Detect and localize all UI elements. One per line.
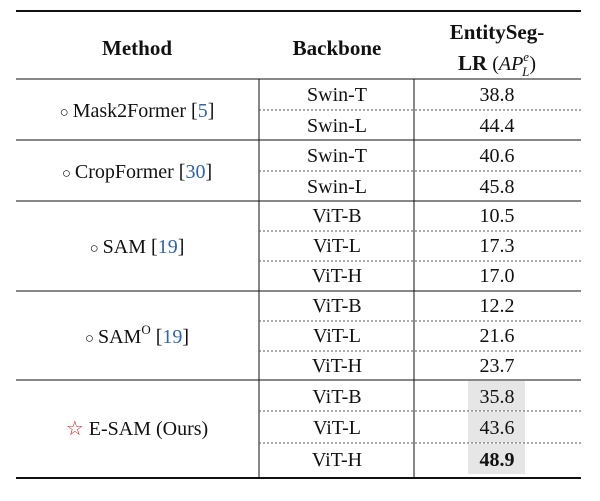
backbone-cell: Swin-L [307, 176, 367, 198]
backbone-cell: ViT-B [312, 205, 362, 227]
header-metric-line2 [458, 49, 536, 79]
method-mask2former [60, 100, 215, 122]
value-cell: 10.5 [479, 205, 515, 227]
value-cell: 44.4 [479, 115, 515, 137]
backbone-cell: ViT-L [312, 325, 362, 347]
value-cell: 17.0 [479, 265, 515, 287]
ref-open: [ [151, 236, 158, 258]
value-cell: 12.2 [479, 295, 515, 317]
value-cell: 45.8 [479, 176, 515, 198]
header-metric-open: ( [492, 53, 499, 75]
backbone-cell: ViT-H [311, 355, 363, 377]
header-metric-sub: L [522, 64, 530, 79]
value-cell: 23.7 [479, 355, 515, 377]
ref-link[interactable]: 30 [185, 161, 206, 183]
ref-close: ] [205, 161, 213, 183]
backbone-cell: ViT-H [311, 449, 363, 471]
ref-close: ] [182, 326, 190, 348]
ref-link[interactable]: 19 [162, 326, 183, 348]
method-sam [90, 236, 185, 258]
method-cropformer [62, 161, 212, 183]
ref-link[interactable]: 19 [157, 236, 178, 258]
backbone-cell: Swin-T [307, 145, 367, 167]
method-name: SAM [97, 326, 142, 348]
header-backbone: Backbone [292, 36, 382, 60]
value-cell: 43.6 [479, 417, 515, 439]
method-name: CropFormer [74, 161, 174, 183]
ref-close: ] [177, 236, 185, 258]
header-metric-lr: LR [458, 51, 488, 75]
header-metric-close: ) [529, 53, 536, 75]
backbone-cell: ViT-L [312, 417, 362, 439]
method-name: E-SAM (Ours) [88, 418, 209, 440]
method-name: Mask2Former [72, 100, 187, 122]
header-metric-sup: e [523, 49, 530, 64]
header-metric-ap: AP [498, 53, 524, 75]
value-cell: 21.6 [479, 325, 515, 347]
ref-open: [ [178, 161, 186, 183]
header-method: Method [102, 36, 172, 60]
value-cell: 40.6 [479, 145, 515, 167]
ref-open: [ [155, 326, 163, 348]
backbone-cell: Swin-T [307, 84, 367, 106]
backbone-cell: Swin-L [307, 115, 367, 137]
hollow-circle-icon: ○ [89, 241, 99, 257]
backbone-cell: ViT-L [312, 235, 362, 257]
method-name: SAM [102, 236, 147, 258]
ref-open: [ [191, 100, 198, 122]
backbone-cell: ViT-B [312, 295, 362, 317]
method-superscript: O [141, 322, 151, 337]
method-sam-o [85, 322, 189, 348]
hollow-circle-icon: ○ [59, 105, 69, 121]
star-icon: ☆ [65, 418, 84, 440]
backbone-cell: ViT-B [312, 386, 362, 408]
value-cell: 38.8 [479, 84, 515, 106]
hollow-circle-icon: ○ [61, 166, 71, 182]
ref-close: ] [207, 100, 215, 122]
header-metric-line1: EntitySeg- [449, 20, 545, 44]
value-cell-best: 48.9 [479, 449, 515, 471]
value-cell: 17.3 [479, 235, 515, 257]
ref-link[interactable]: 5 [197, 100, 208, 122]
hollow-circle-icon: ○ [84, 331, 94, 347]
backbone-cell: ViT-H [311, 265, 363, 287]
value-cell: 35.8 [479, 386, 515, 408]
method-e-sam [66, 418, 208, 440]
